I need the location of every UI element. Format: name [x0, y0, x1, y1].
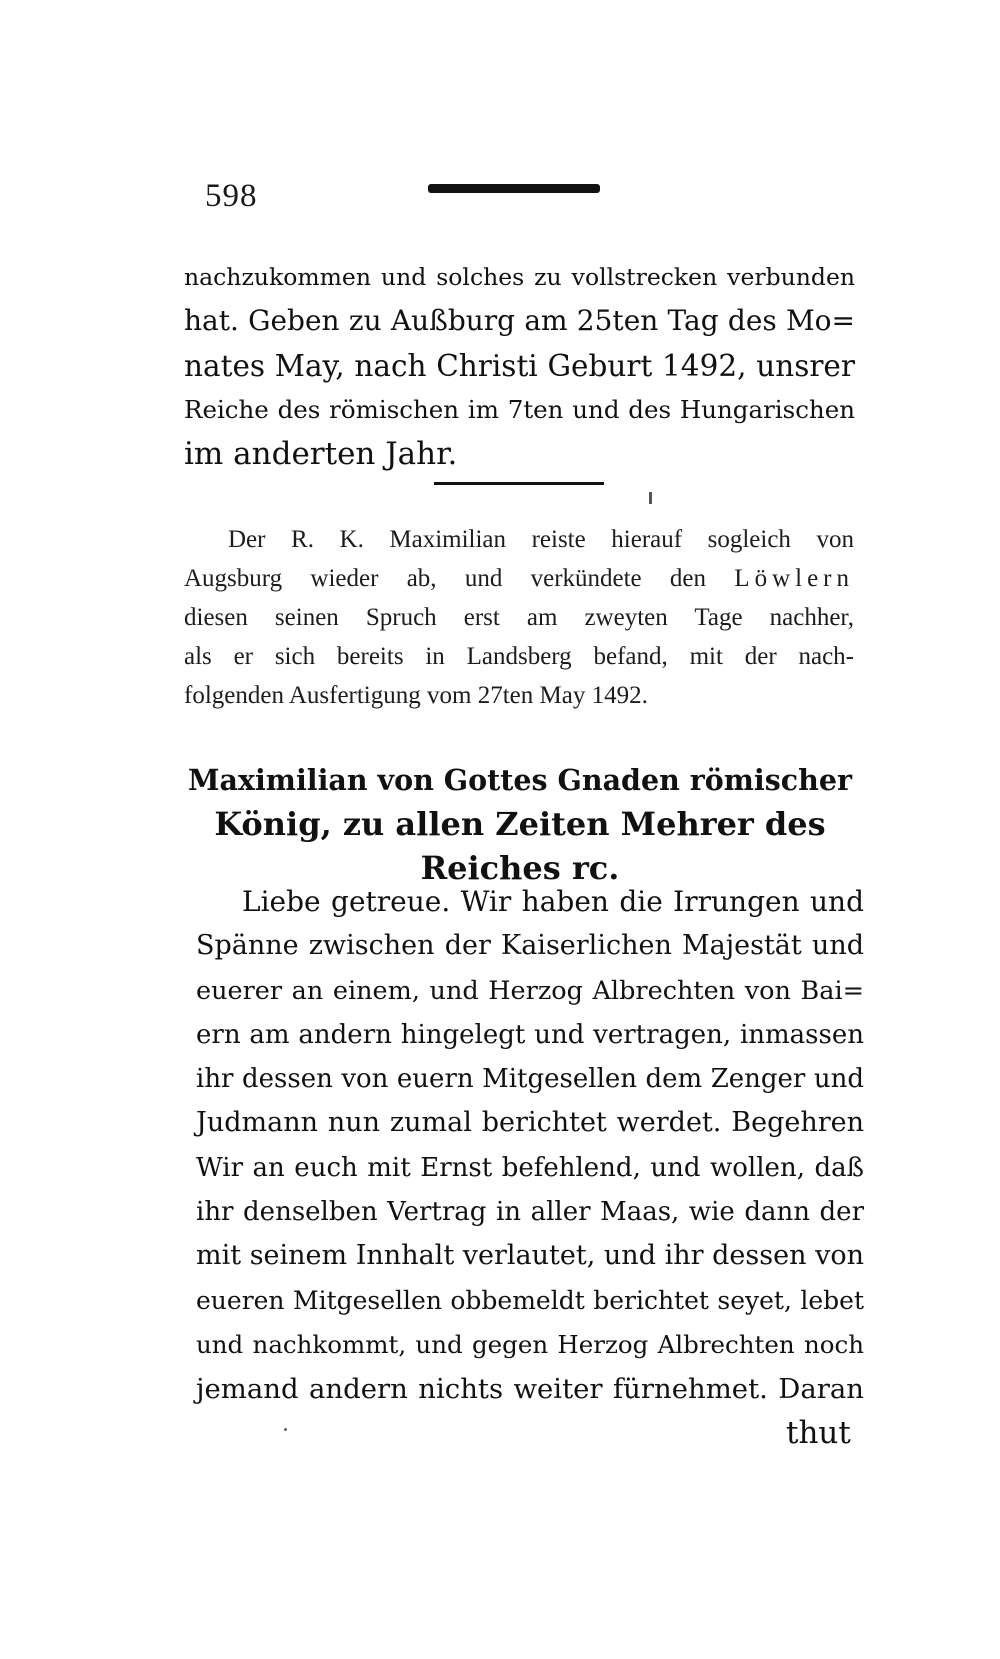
text-line: und nachkommt, und gegen Herzog Albrechten noch [196, 1329, 864, 1359]
document-heading [184, 758, 856, 890]
printing-speck [284, 1428, 287, 1431]
text-line: Judmann nun zumal berichtet werdet. Begehren [196, 1107, 864, 1139]
text-line: diesen seinen Spruch erst am zweyten Tage nachher, [184, 604, 854, 631]
text-line: ern am andern hingelegt und vertragen, inmassen [196, 1019, 864, 1050]
text-line: Liebe getreue. Wir haben die Irrungen und [242, 885, 864, 918]
printing-mark [649, 492, 652, 504]
text-line: folgenden Ausfertigung vom 27ten May 1492. [184, 682, 648, 709]
letter-body [196, 880, 864, 1412]
text-line: nates May, nach Christi Geburt 1492, unsrer [184, 348, 855, 383]
catchword: thut [786, 1415, 851, 1451]
text-line: mit seinem Innhalt verlautet, und ihr dessen von [196, 1240, 864, 1272]
text-line: nachzukommen und solches zu vollstrecken verbunden [184, 263, 855, 291]
heading-line: König, zu allen Zeiten Mehrer des [214, 805, 826, 843]
text-line: ihr dessen von euern Mitgesellen dem Zenger und [196, 1064, 864, 1095]
text-line: im anderten Jahr. [184, 436, 458, 473]
text-line: Wir an euch mit Ernst befehlend, und wollen, daß [196, 1152, 864, 1183]
text-line: jemand andern nichts weiter fürnehmet. Daran [196, 1373, 864, 1406]
text-line: Spänne zwischen der Kaiserlichen Majestät und [196, 930, 864, 962]
editorial-note [184, 520, 854, 715]
text-line: Augsburg wieder ab, und verkündete den Löwlern [184, 565, 854, 592]
text-line: Der R. K. Maximilian reiste hierauf sogleich von [228, 526, 854, 553]
text-line: Reiche des römischen im 7ten und des Hungarischen [184, 394, 855, 424]
top-paragraph [184, 255, 855, 476]
spaced-name: Löwlern [734, 565, 854, 592]
text-line: als er sich bereits in Landsberg befand, mit der nach- [184, 643, 854, 670]
heading-line: Maximilian von Gottes Gnaden römischer [187, 763, 853, 797]
page-number: 598 [205, 178, 258, 214]
heading-line: Reiches rc. [420, 849, 620, 887]
text-line: euerer an einem, und Herzog Albrechten von Bai= [196, 975, 864, 1006]
header-rule [428, 184, 600, 193]
text-line: ihr denselben Vertrag in aller Maas, wie dann der [196, 1197, 864, 1228]
text-line: hat. Geben zu Außburg am 25ten Tag des Mo= [184, 304, 855, 338]
section-divider [434, 482, 604, 485]
text-line: eueren Mitgesellen obbemeldt berichtet seyet, lebet [196, 1285, 864, 1315]
